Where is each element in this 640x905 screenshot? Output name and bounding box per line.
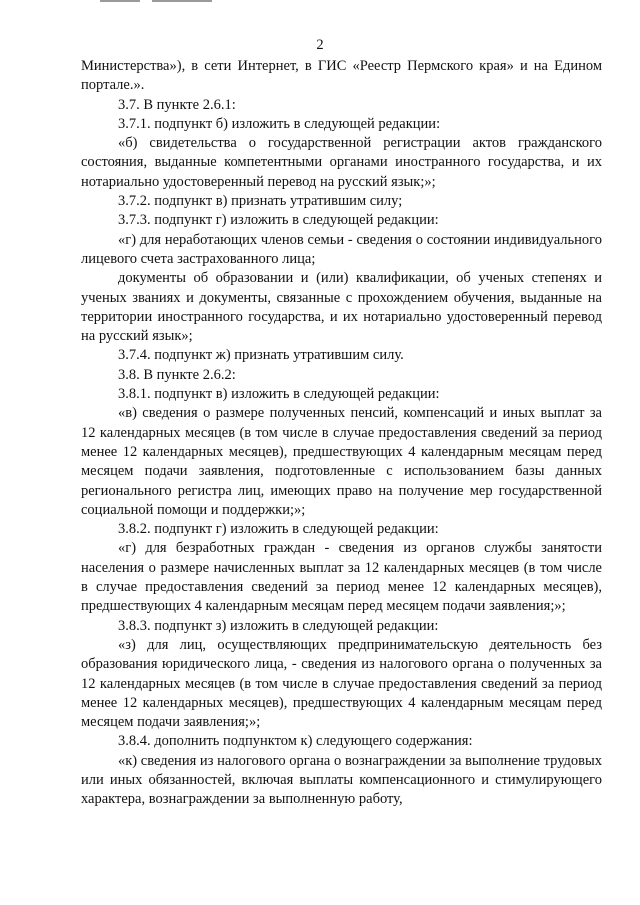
paragraph: «з) для лиц, осуществляющих предпринимательскую деятельность без образования юридического лица, - сведения из налогового органа о полученных за 12 календарных месяцев (в том числе в случае предоставления сведений за период менее 12 календарных месяцев), предшествующих 4 календарным месяцам перед месяцем подачи заявления;»; <box>81 636 602 731</box>
paragraph: «к) сведения из налогового органа о вознаграждении за выполнение трудовых или иных обязанностей, включая выплаты компенсационного и стимулирующего характера, вознаграждении за выполненную работу, <box>81 752 602 808</box>
paragraph: 3.8.2. подпункт г) изложить в следующей редакции: <box>118 521 439 538</box>
paragraph: «в) сведения о размере полученных пенсий, компенсаций и иных выплат за 12 календарных месяцев (в том числе в случае предоставления сведений за период менее 12 календарных месяцев), предшествующих 4 календарным месяцам перед месяцем подачи заявления, подготовленные с использованием базы данных регионального регистра лиц, имеющих право на получение мер государственной социальной помощи и поддержки;»; <box>81 405 602 518</box>
document-body <box>81 57 602 810</box>
paragraph: 3.8.1. подпункт в) изложить в следующей редакции: <box>118 386 440 403</box>
paragraph: 3.8.3. подпункт з) изложить в следующей редакции: <box>118 617 439 634</box>
paragraph: 3.7.2. подпункт в) признать утратившим силу; <box>118 193 403 210</box>
paragraph: документы об образовании и (или) квалификации, об ученых степенях и ученых званиях и документы, связанные с прохождением обучения, выданные на территории иностранного государства, и их нотариально удостоверенный перевод на русский язык»; <box>81 270 602 345</box>
scan-edge-marks <box>100 0 260 3</box>
paragraph: 3.8.4. дополнить подпунктом к) следующего содержания: <box>118 733 473 750</box>
paragraph: 3.8. В пункте 2.6.2: <box>118 366 236 383</box>
paragraph: «г) для безработных граждан - сведения из органов службы занятости населения о размере начисленных выплат за 12 календарных месяцев (в том числе в случае предоставления сведений за период менее 12 календарных месяцев), предшествующих 4 календарным месяцам перед месяцем подачи заявления;»; <box>81 540 602 615</box>
paragraph: 3.7.3. подпункт г) изложить в следующей редакции: <box>118 212 439 229</box>
paragraph: «г) для неработающих членов семьи - сведения о состоянии индивидуального лицевого счета застрахованного лица; <box>81 231 602 267</box>
paragraph: Министерства»), в сети Интернет, в ГИС «Реестр Пермского края» и на Едином портале.». <box>81 58 602 94</box>
paragraph: «б) свидетельства о государственной регистрации актов гражданского состояния, выданные компетентными органами иностранного государства, и их нотариально удостоверенный перевод на русский язык;»; <box>81 135 602 190</box>
paragraph: 3.7.1. подпункт б) изложить в следующей редакции: <box>118 115 441 132</box>
paragraph: 3.7. В пункте 2.6.1: <box>118 96 236 113</box>
page-number: 2 <box>316 37 324 53</box>
paragraph: 3.7.4. подпункт ж) признать утратившим силу. <box>118 347 404 364</box>
